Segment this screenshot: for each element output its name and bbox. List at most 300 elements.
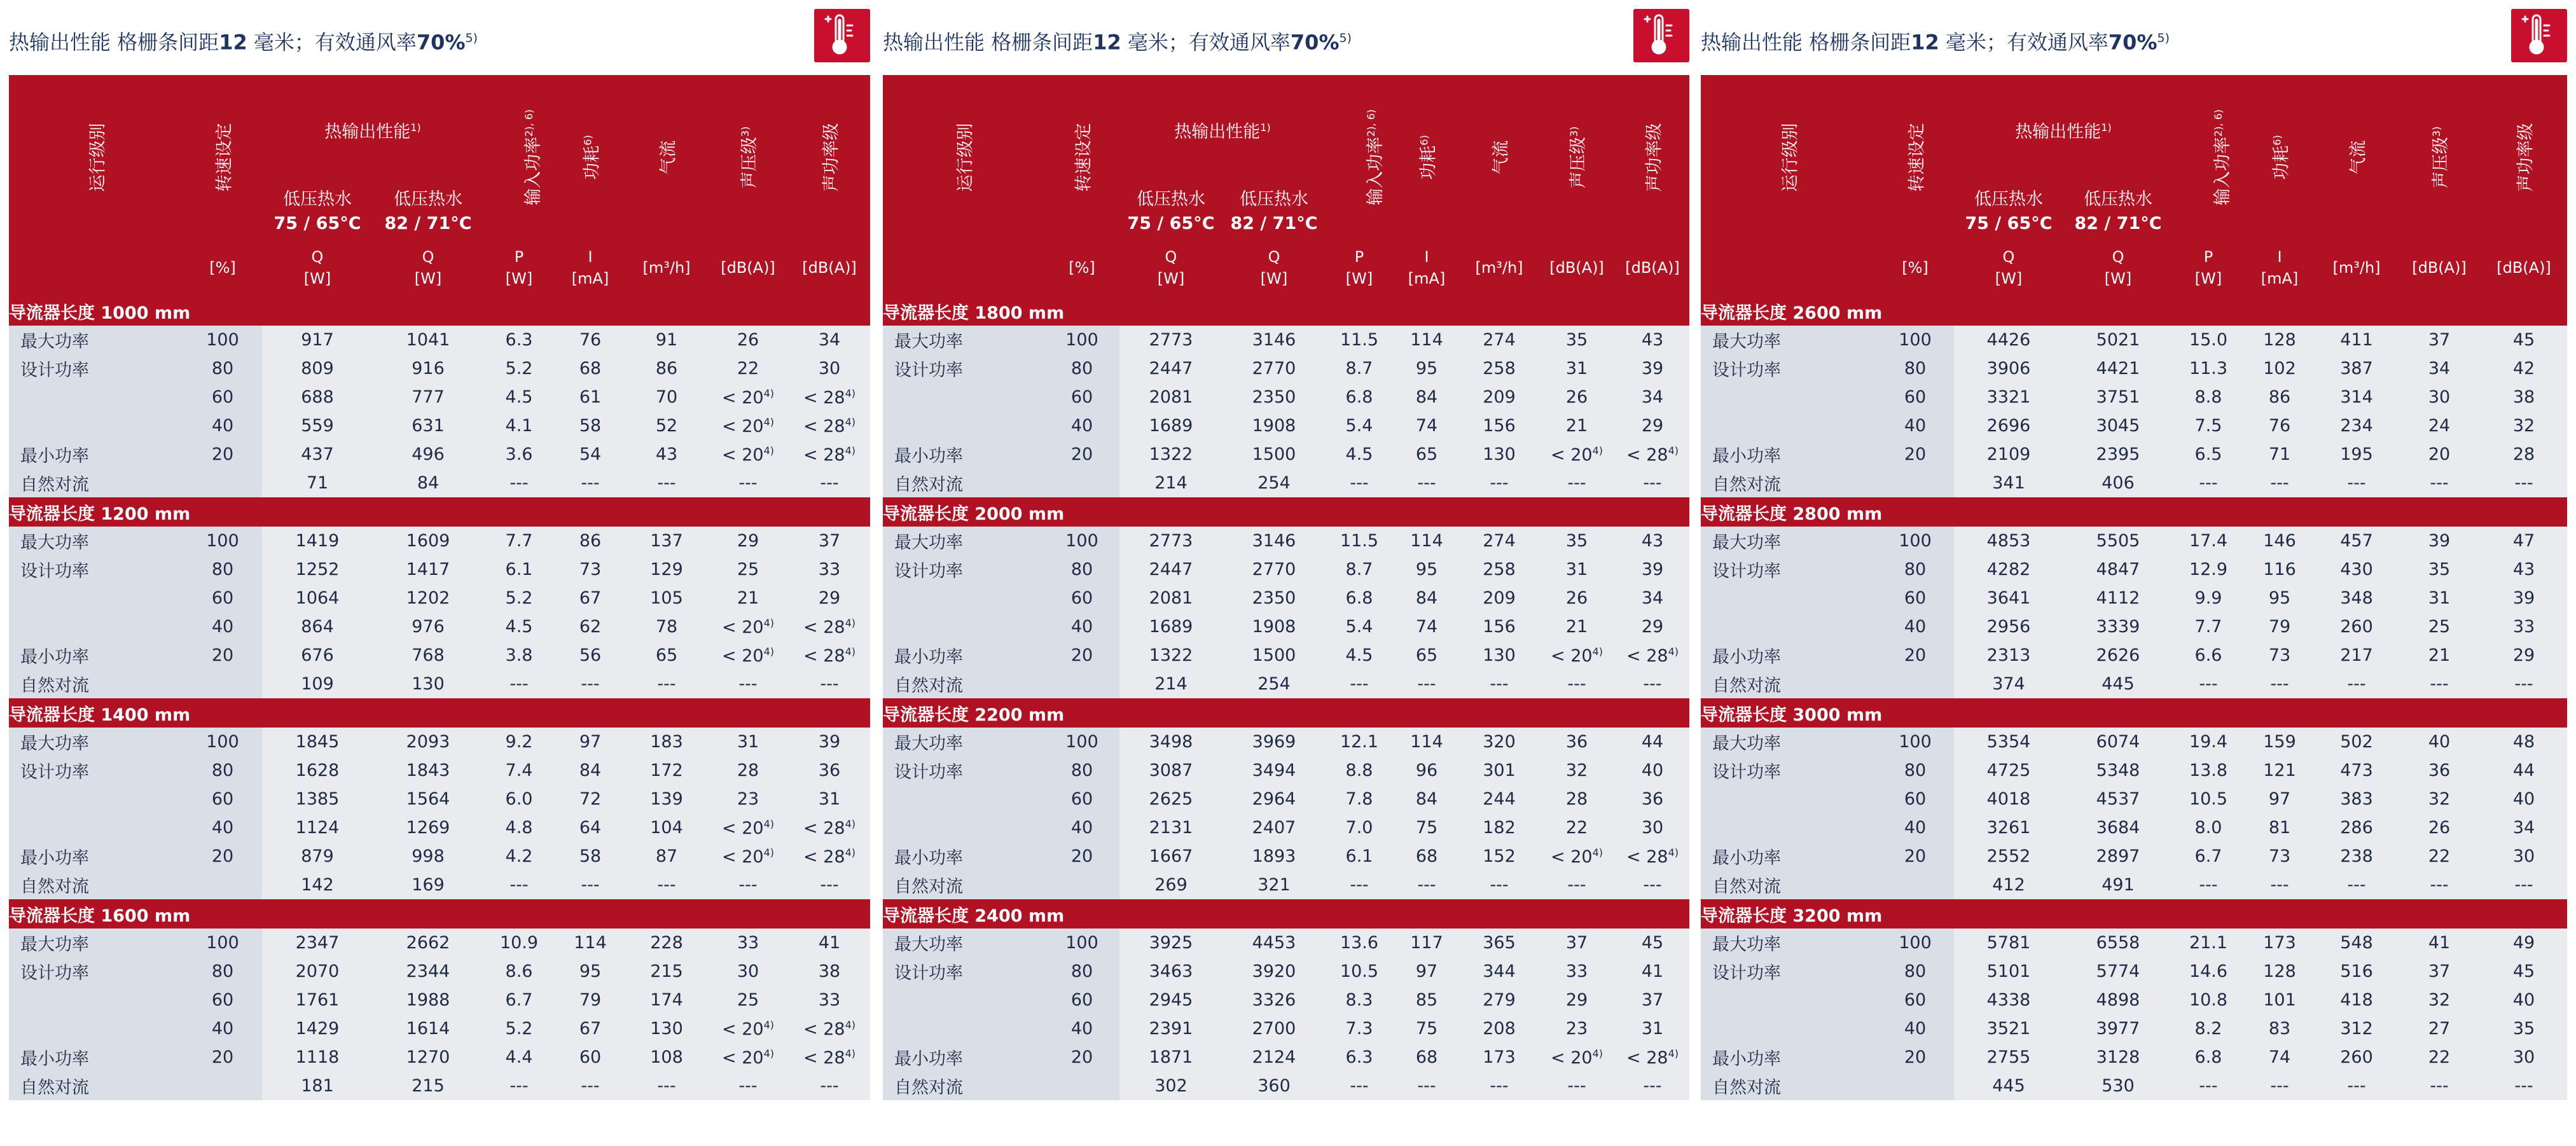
value-swl-text: --- [820, 875, 839, 895]
value-q1-text: 2755 [1986, 1047, 2031, 1067]
value-p-text: --- [2199, 1076, 2218, 1096]
value-i-text: --- [2270, 674, 2289, 694]
value-spl-text: 30 [737, 962, 759, 981]
value-i-text: 75 [1415, 818, 1438, 838]
units-row [883, 239, 1689, 296]
value-q2 [1222, 326, 1326, 354]
water-temps: 82 / 71°C [2074, 214, 2162, 233]
value-swl-text: 37 [1641, 990, 1664, 1010]
speed-cell [183, 411, 262, 440]
section-heading-row [883, 296, 1689, 326]
footnote-4: 4) [763, 846, 774, 859]
value-air [626, 670, 707, 698]
speed-cell [183, 842, 262, 871]
value-i-text: 56 [579, 645, 602, 665]
table-row [883, 641, 1689, 670]
mode-cell [9, 929, 183, 957]
mode-cell [1701, 383, 1876, 411]
mode-cell [9, 354, 183, 383]
value-spl-text: 34 [2428, 359, 2451, 378]
value-spl [1538, 411, 1616, 440]
value-p [483, 929, 555, 957]
value-q2 [1222, 813, 1326, 842]
value-q1-text: 917 [301, 330, 334, 350]
mode-cell [1701, 929, 1876, 957]
value-q2 [2063, 584, 2173, 612]
table-row [1701, 728, 2567, 756]
value-swl [789, 584, 870, 612]
operation-mode: 设计功率 [20, 361, 89, 380]
value-q1-text: 302 [1154, 1076, 1188, 1096]
value-swl-text: < 28 [803, 387, 845, 408]
value-air [1460, 326, 1538, 354]
unit-label: [W] [414, 270, 442, 287]
speed-cell [1044, 670, 1119, 698]
operation-mode: 设计功率 [1712, 562, 1781, 581]
value-swl-text: < 28 [803, 1047, 845, 1068]
value-q1-text: 3321 [1986, 387, 2031, 407]
table-row [883, 957, 1689, 986]
speed-cell [183, 555, 262, 584]
value-i-text: 116 [2263, 560, 2296, 579]
value-air-text: 65 [655, 645, 678, 665]
value-p-text: 6.8 [2194, 1047, 2222, 1067]
mode-cell [9, 584, 183, 612]
value-spl-text: 35 [1565, 531, 1588, 551]
value-i-text: 76 [579, 330, 602, 350]
value-q1-text: 2552 [1986, 846, 2031, 866]
value-air [1460, 1014, 1538, 1043]
value-q2-text: 1270 [406, 1047, 450, 1067]
value-q2-text: 3751 [2096, 387, 2140, 407]
value-spl-text: 35 [2428, 560, 2451, 579]
value-i-text: 73 [579, 560, 602, 579]
value-p-text: 6.1 [505, 560, 533, 579]
value-i-text: 84 [1415, 588, 1438, 608]
value-spl-text: 21 [1565, 416, 1588, 436]
value-q2 [373, 986, 483, 1014]
mode-cell [9, 986, 183, 1014]
col-speed-setting-label: 转速设定 [1907, 123, 1927, 191]
value-q1 [262, 986, 373, 1014]
value-q1-text: 3261 [1986, 818, 2031, 838]
value-q1 [262, 1043, 373, 1072]
value-i [555, 1072, 626, 1100]
value-p-text: 4.2 [505, 846, 533, 866]
value-i [555, 354, 626, 383]
value-q1 [1954, 354, 2063, 383]
value-air [626, 813, 707, 842]
value-swl-text: 30 [2512, 846, 2535, 866]
value-i [2244, 440, 2315, 469]
value-spl-text: 21 [2428, 645, 2451, 665]
value-q1 [262, 584, 373, 612]
value-spl [707, 1043, 789, 1072]
value-q2-text: 3128 [2096, 1047, 2140, 1067]
value-swl-text: < 28 [803, 818, 845, 838]
value-q1-text: 3087 [1149, 761, 1193, 780]
value-q1-text: 3641 [1986, 588, 2031, 608]
header-row [883, 75, 1689, 184]
value-air [2315, 584, 2398, 612]
value-q1 [1119, 469, 1222, 497]
operation-mode: 设计功率 [20, 763, 89, 782]
unit-symbol: Q [2002, 248, 2015, 266]
value-p-text: 4.5 [1345, 645, 1373, 665]
value-p [483, 326, 555, 354]
value-air-text: 152 [1483, 846, 1516, 866]
unit-cell [1119, 239, 1222, 296]
value-i [1393, 813, 1460, 842]
value-p [2173, 440, 2244, 469]
value-p [483, 469, 555, 497]
value-spl [1538, 1072, 1616, 1100]
value-q1 [1954, 1072, 2063, 1100]
value-q1 [1119, 555, 1222, 584]
value-air-text: 172 [650, 761, 683, 780]
section-heading-row [883, 698, 1689, 728]
value-i [555, 469, 626, 497]
value-air [1460, 411, 1538, 440]
speed-cell [1876, 411, 1954, 440]
mode-cell [883, 527, 1044, 555]
speed-cell [183, 785, 262, 813]
value-swl [1616, 1014, 1689, 1043]
value-air-text: 502 [2340, 732, 2373, 752]
value-air [2315, 612, 2398, 641]
value-i [2244, 929, 2315, 957]
footnote-4: 4) [763, 817, 774, 830]
value-swl-text: < 28 [803, 1019, 845, 1039]
value-q2-text: 2093 [406, 732, 450, 752]
value-p [483, 612, 555, 641]
speed-cell [183, 871, 262, 899]
value-swl-text: 34 [818, 330, 841, 350]
speed-cell [1044, 555, 1119, 584]
value-q1 [1119, 440, 1222, 469]
value-i [1393, 842, 1460, 871]
speed-cell [1876, 1014, 1954, 1043]
mode-cell [883, 785, 1044, 813]
value-swl-text: 40 [1641, 761, 1664, 780]
value-q2 [373, 641, 483, 670]
value-air-text: 260 [2340, 1047, 2373, 1067]
footnote-4: 4) [845, 1047, 855, 1060]
value-p-text: 7.5 [2194, 416, 2222, 436]
value-i-text: 58 [579, 416, 602, 436]
value-swl [1616, 1043, 1689, 1072]
speed-value: 60 [1904, 789, 1927, 809]
value-i [2244, 383, 2315, 411]
value-q1 [1954, 670, 2063, 698]
value-q2-text: 1417 [406, 560, 450, 579]
mode-cell [883, 326, 1044, 354]
value-spl [1538, 1014, 1616, 1043]
value-p [2173, 555, 2244, 584]
value-spl [707, 842, 789, 871]
table-row [883, 584, 1689, 612]
table-row [883, 785, 1689, 813]
value-i-text: 95 [1415, 359, 1438, 378]
value-q2 [1222, 612, 1326, 641]
value-q1 [1954, 957, 2063, 986]
value-spl-text: 32 [2428, 789, 2451, 809]
value-spl-text: 35 [1565, 330, 1588, 350]
value-i [555, 411, 626, 440]
unit-symbol: P [514, 248, 524, 266]
value-swl [2481, 354, 2567, 383]
mode-cell [883, 986, 1044, 1014]
value-spl-text: 22 [1565, 818, 1588, 838]
value-spl-text: 25 [737, 990, 759, 1010]
unit-cell [1222, 239, 1326, 296]
value-p [1326, 929, 1393, 957]
table-row [9, 1072, 870, 1100]
value-i [2244, 584, 2315, 612]
units-row [1701, 239, 2567, 296]
value-swl-text: --- [1643, 1076, 1662, 1096]
value-q2-text: 3339 [2096, 617, 2140, 637]
title-bold-spacing: 12 [1911, 30, 1939, 55]
section-heading-row [1701, 899, 2567, 929]
value-air-text: 195 [2340, 445, 2373, 464]
value-air-text: --- [657, 674, 676, 694]
value-p-text: 6.7 [505, 990, 533, 1010]
value-i [1393, 986, 1460, 1014]
mode-cell [9, 871, 183, 899]
speed-value: 60 [1904, 990, 1927, 1010]
value-swl [2481, 612, 2567, 641]
unit-label: [W] [2194, 270, 2222, 287]
mode-cell [9, 612, 183, 641]
mode-cell [1701, 326, 1876, 354]
section-heading: 导流器长度 2200 mm [883, 705, 1065, 725]
value-swl-text: 33 [818, 990, 841, 1010]
value-spl [707, 326, 789, 354]
mode-cell [1701, 728, 1876, 756]
speed-value: 100 [1065, 933, 1098, 953]
speed-value: 80 [211, 560, 234, 579]
table-row [883, 326, 1689, 354]
value-q2-text: 2626 [2096, 645, 2140, 665]
value-swl [1616, 555, 1689, 584]
value-q1 [1119, 785, 1222, 813]
value-i-text: 74 [1415, 416, 1438, 436]
title-bold-ratio: 70% [416, 30, 466, 55]
value-p-text: 8.6 [505, 962, 533, 981]
value-spl-text: 25 [2428, 617, 2451, 637]
value-q2-text: 768 [412, 645, 445, 665]
col-speed-setting-label: 转速设定 [214, 123, 235, 191]
speed-value: 40 [1070, 1019, 1093, 1039]
value-q2-text: 1988 [406, 990, 450, 1010]
value-q1 [1119, 612, 1222, 641]
value-p [483, 957, 555, 986]
value-q1-text: 1689 [1149, 416, 1193, 436]
value-i-text: 84 [579, 761, 602, 780]
value-i [2244, 1072, 2315, 1100]
value-air-text: 86 [655, 359, 678, 378]
table-row [9, 756, 870, 785]
value-swl-text: 30 [818, 359, 841, 378]
value-swl [1616, 813, 1689, 842]
value-p [483, 641, 555, 670]
value-i [2244, 813, 2315, 842]
value-spl [707, 957, 789, 986]
value-q2-text: 4421 [2096, 359, 2140, 378]
value-swl-text: 28 [2512, 445, 2535, 464]
value-p [1326, 1014, 1393, 1043]
value-swl [1616, 641, 1689, 670]
speed-value: 60 [1070, 588, 1093, 608]
value-p-text: 13.8 [2189, 761, 2228, 780]
value-p-text: 4.1 [505, 416, 533, 436]
value-q1-text: 437 [301, 445, 334, 464]
value-p [2173, 871, 2244, 899]
value-q1 [1954, 1043, 2063, 1072]
value-q2 [2063, 670, 2173, 698]
value-p [2173, 756, 2244, 785]
unit-symbol: Q [311, 248, 324, 266]
value-air-text: --- [2347, 674, 2366, 694]
value-p-text: 19.4 [2189, 732, 2228, 752]
unit-cell [9, 239, 183, 296]
speed-cell [1876, 641, 1954, 670]
speed-value: 20 [1904, 846, 1927, 866]
value-spl [707, 1072, 789, 1100]
value-air [1460, 813, 1538, 842]
value-spl-text: 39 [2428, 531, 2451, 551]
value-p [2173, 612, 2244, 641]
value-swl [1616, 612, 1689, 641]
value-swl [2481, 1043, 2567, 1072]
value-swl [1616, 670, 1689, 698]
speed-value: 60 [211, 588, 234, 608]
value-i [555, 584, 626, 612]
speed-value: 20 [211, 445, 234, 464]
col-low-temp_2 [2063, 184, 2173, 239]
value-swl [2481, 756, 2567, 785]
col-airflow-label: 气流 [658, 140, 679, 174]
speed-cell [1044, 929, 1119, 957]
unit-cell [707, 239, 789, 296]
speed-cell [1044, 986, 1119, 1014]
value-i-text: 75 [1415, 1019, 1438, 1039]
value-spl [2398, 527, 2481, 555]
value-q2-text: 1908 [1252, 617, 1296, 637]
footnote-4: 4) [1592, 645, 1603, 658]
unit-label: [W] [1157, 270, 1185, 287]
value-q1-text: 809 [301, 359, 334, 378]
value-air [626, 957, 707, 986]
value-q1 [1119, 584, 1222, 612]
section-heading-row [1701, 698, 2567, 728]
unit-label: [%] [209, 259, 236, 277]
title-bold-ratio: 70% [1290, 30, 1340, 55]
value-air-text: --- [657, 875, 676, 895]
value-i [1393, 584, 1460, 612]
unit-label: [W] [303, 270, 331, 287]
value-spl [1538, 641, 1616, 670]
footnote-4: 4) [845, 817, 855, 830]
value-swl [1616, 871, 1689, 899]
value-q2 [2063, 326, 2173, 354]
col-low-temp_2 [373, 184, 483, 239]
value-air [2315, 929, 2398, 957]
value-q2 [1222, 469, 1326, 497]
value-p-text: 11.5 [1340, 330, 1379, 350]
value-q2-text: 6558 [2096, 933, 2140, 953]
speed-value: 100 [206, 531, 239, 551]
value-q2 [1222, 440, 1326, 469]
value-p-text: --- [509, 1076, 529, 1096]
value-q2-text: 3494 [1252, 761, 1296, 780]
col-sound-power [2481, 75, 2567, 239]
value-p-text: 6.8 [1345, 387, 1373, 407]
value-air [626, 584, 707, 612]
performance-table [1701, 75, 2567, 1100]
value-air-text: 279 [1483, 990, 1516, 1010]
value-i-text: 146 [2263, 531, 2296, 551]
value-i-text: 83 [2268, 1019, 2291, 1039]
value-swl-text: --- [2514, 674, 2533, 694]
unit-cell [373, 239, 483, 296]
water-type: 低压热水 [283, 190, 352, 209]
value-spl [1538, 1043, 1616, 1072]
value-spl-text: 33 [737, 933, 759, 953]
table-row [883, 555, 1689, 584]
value-spl-text: 31 [2428, 588, 2451, 608]
value-i [555, 555, 626, 584]
value-q2 [1222, 383, 1326, 411]
operation-mode: 最大功率 [1712, 533, 1781, 553]
mode-cell [9, 1043, 183, 1072]
value-swl-text: 33 [818, 560, 841, 579]
operation-mode: 最大功率 [894, 935, 963, 955]
value-q1 [1954, 813, 2063, 842]
value-spl [2398, 383, 2481, 411]
unit-cell [2244, 239, 2315, 296]
speed-cell [183, 1072, 262, 1100]
value-swl-text: 30 [2512, 1047, 2535, 1067]
value-q2 [2063, 728, 2173, 756]
speed-cell [183, 670, 262, 698]
speed-cell [183, 354, 262, 383]
value-p [1326, 728, 1393, 756]
col-sound-power [1616, 75, 1689, 239]
value-i-text: 65 [1415, 445, 1438, 464]
operation-mode: 设计功率 [894, 562, 963, 581]
value-q1-text: 1871 [1149, 1047, 1193, 1067]
table-row [9, 1043, 870, 1072]
mode-cell [883, 842, 1044, 871]
table-row [883, 1043, 1689, 1072]
speed-value: 80 [1070, 962, 1093, 981]
value-swl [1616, 957, 1689, 986]
value-p [483, 842, 555, 871]
value-air [626, 555, 707, 584]
value-spl [2398, 670, 2481, 698]
value-air-text: 52 [655, 416, 678, 436]
table-row [883, 612, 1689, 641]
unit-cell [483, 239, 555, 296]
value-spl-text: 23 [1565, 1019, 1588, 1039]
speed-cell [1876, 440, 1954, 469]
value-q1 [1954, 440, 2063, 469]
value-q1-text: 2109 [1986, 445, 2031, 464]
value-p-text: 5.4 [1345, 416, 1373, 436]
value-p [1326, 411, 1393, 440]
